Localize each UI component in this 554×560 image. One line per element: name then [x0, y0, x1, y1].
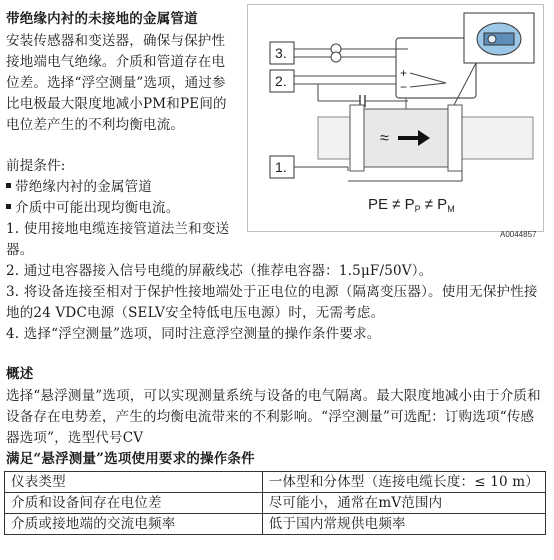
svg-text:≈: ≈ — [380, 130, 389, 147]
bullet-square-icon — [6, 204, 11, 209]
svg-text:1.: 1. — [275, 159, 287, 175]
table-cell: 低于国内常规供电频率 — [262, 514, 545, 535]
step-line: 地的24 VDC电源（SELV安全特低电压电源）时，无需考虑。 — [6, 305, 385, 321]
svg-text:−: − — [400, 80, 408, 94]
svg-text:PE ≠ PP ≠ PM: PE ≠ $P_P \ne P_M$ — [368, 196, 455, 214]
transformer-icon — [331, 44, 341, 62]
intro-line: 电位差产生的不利均衡电流。 — [6, 117, 185, 133]
pipe-drawing — [318, 98, 533, 171]
table-cell: 一体型和分体型（连接电缆长度：≤ 10 m） — [262, 472, 545, 493]
step-line: 3. 将设备连接至相对于保护性接地端处于正电位的电源（隔离变压器）。使用无保护性接 — [6, 284, 538, 300]
intro-line: 比电极最大限度地减小PM和PE间的 — [6, 96, 227, 112]
step-line: 2. 通过电容器接入信号电缆的屏蔽线芯（推荐电容器：1.5μF/50V）。 — [6, 263, 433, 279]
table-row — [5, 493, 546, 514]
intro-line: 位差。选择“浮空测量”选项，通过参 — [6, 75, 226, 91]
conditions-table — [4, 471, 546, 535]
overview-heading: 概述 — [6, 366, 34, 382]
label-box-2 — [270, 70, 294, 92]
conditions-heading: 满足“悬浮测量”选项使用要求的操作条件 — [6, 451, 255, 467]
label-box-3 — [270, 42, 294, 64]
bullet-item: 带绝缘内衬的金属管道 — [6, 177, 152, 198]
svg-text:2.: 2. — [275, 73, 287, 89]
table-cell: 尽可能小，通常在mV范围内 — [262, 493, 545, 514]
figure-code: A0044857 — [500, 230, 537, 239]
section-heading: 带绝缘内衬的未接地的金属管道 — [6, 11, 198, 27]
ground-wire — [294, 167, 462, 181]
connector-icon — [464, 13, 534, 63]
intro-line: 接地端电气绝缘。介质和管道存在电 — [6, 54, 226, 70]
table-cell: 介质和设备间存在电位差 — [5, 493, 263, 514]
potential-formula — [368, 196, 455, 214]
label-box-1 — [270, 156, 294, 178]
wiring-figure — [247, 4, 544, 232]
table-cell: 介质或接地端的交流电频率 — [5, 514, 263, 535]
prereq-title: 前提条件: — [6, 158, 66, 174]
table-cell: 仪表类型 — [5, 472, 263, 493]
bullet-square-icon — [6, 183, 11, 188]
svg-text:+: + — [400, 66, 408, 80]
overview-line: 设备存在电势差，产生的均衡电流带来的不利影响。“浮空测量”可选配：订购选项“传感 — [6, 409, 535, 425]
step-line: 器。 — [6, 242, 34, 258]
svg-text:3.: 3. — [275, 45, 287, 61]
step-line: 1. 使用接地电缆连接管道法兰和变送 — [6, 221, 230, 237]
overview-line: 器选项”，选型代号CV — [6, 430, 144, 446]
overview-line: 选择“悬浮测量”选项，可以实现测量系统与设备的电气隔离。最大限度地减小由于介质和 — [6, 388, 541, 404]
intro-line: 安装传感器和变送器，确保与保护性 — [6, 33, 226, 49]
bullet-item: 介质中可能出现均衡电流。 — [6, 198, 179, 219]
capacitor-icon — [318, 84, 408, 107]
table-row — [5, 472, 546, 493]
table-row — [5, 514, 546, 535]
step-line: 4. 选择“浮空测量”选项，同时注意浮空测量的操作条件要求。 — [6, 326, 381, 342]
